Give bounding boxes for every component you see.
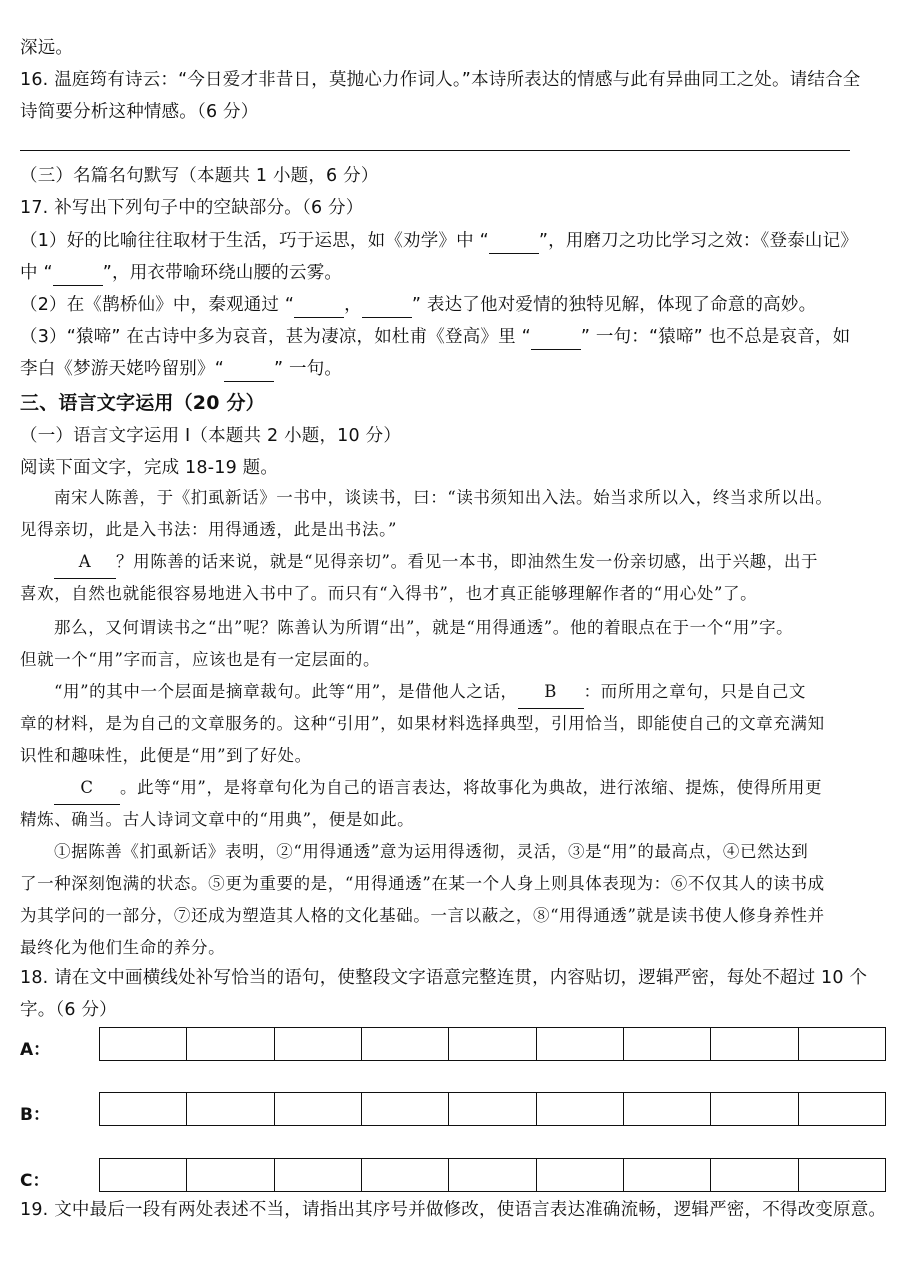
text-segment: （1）好的比喻往往取材于生活，巧于运思，如《劝学》中 “ — [20, 231, 489, 251]
blank-marker: C — [54, 772, 120, 805]
grid-cell[interactable] — [275, 1028, 362, 1060]
question-16-cont: 诗简要分析这种情感。（6 分） — [20, 102, 259, 122]
grid-cell[interactable] — [362, 1028, 449, 1060]
grid-cell[interactable] — [449, 1159, 536, 1191]
grid-cell[interactable] — [624, 1028, 711, 1060]
fill-blank — [294, 293, 344, 318]
grid-cell[interactable] — [362, 1159, 449, 1191]
passage-line: 了一种深刻饱满的状态。⑤更为重要的是，“用得通透”在某一个人身上则具体表现为：⑥不仅其人的读书成 — [20, 874, 825, 893]
passage-line: 见得亲切，此是入书法：用得通透，此是出书法。” — [20, 520, 397, 539]
passage-line: 但就一个“用”字而言，应该也是有一定层面的。 — [20, 650, 381, 669]
question-18-cont: 字。（6 分） — [20, 1000, 117, 1020]
question-17-2 — [20, 293, 816, 318]
passage-line — [20, 546, 882, 579]
grid-cell[interactable] — [275, 1159, 362, 1191]
grid-cell[interactable] — [187, 1093, 274, 1125]
reading-instruction: 阅读下面文字，完成 18-19 题。 — [20, 458, 279, 478]
grid-cell[interactable] — [799, 1028, 885, 1060]
passage-line: 精炼、确当。古人诗词文章中的“用典”，便是如此。 — [20, 810, 415, 829]
question-17: 17. 补写出下列句子中的空缺部分。（6 分） — [20, 198, 364, 218]
grid-cell[interactable] — [799, 1093, 885, 1125]
passage-line: 识性和趣味性，此便是“用”到了好处。 — [20, 746, 312, 765]
text-segment: “用”的其中一个层面是摘章裁句。此等“用”，是借他人之话， — [54, 682, 518, 701]
question-17-1 — [20, 229, 858, 254]
grid-label-a: A： — [20, 1040, 51, 1060]
grid-cell[interactable] — [449, 1028, 536, 1060]
text-line: 深远。 — [20, 38, 74, 58]
passage-line: 南宋人陈善，于《扪虱新话》一书中，谈读书，曰：“读书须知出入法。始当求所以入，终当求所以出。 — [54, 488, 833, 507]
passage-line: ①据陈善《扪虱新话》表明，②“用得通透”意为运用得透彻，灵活，③是“用”的最高点，④已然达到 — [54, 842, 809, 861]
passage-line: 章的材料，是为自己的文章服务的。这种“引用”，如果材料选择典型，引用恰当，即能使自己的文章充满知 — [20, 714, 825, 733]
grid-cell[interactable] — [362, 1093, 449, 1125]
section-heading: （三）名篇名句默写（本题共 1 小题，6 分） — [20, 166, 379, 186]
grid-label-b: B： — [20, 1105, 50, 1125]
grid-cell[interactable] — [187, 1028, 274, 1060]
text-segment: ” 一句：“猿啼” 也不总是哀音，如 — [580, 327, 851, 347]
grid-label-c: C： — [20, 1171, 50, 1191]
passage-line — [20, 676, 882, 709]
answer-grid-c[interactable] — [99, 1158, 886, 1192]
fill-blank — [224, 357, 274, 382]
text-segment: 中 “ — [20, 263, 53, 283]
part-heading: 三、语言文字运用（20 分） — [20, 392, 265, 414]
grid-cell[interactable] — [799, 1159, 885, 1191]
text-segment: ， — [344, 295, 362, 315]
passage-line: 那么，又何谓读书之“出”呢？陈善认为所谓“出”，就是“用得通透”。他的着眼点在于一个“用”字。 — [54, 618, 794, 637]
grid-cell[interactable] — [100, 1159, 187, 1191]
grid-cell[interactable] — [275, 1093, 362, 1125]
text-segment: ” 表达了他对爱情的独特见解，体现了命意的高妙。 — [411, 295, 817, 315]
grid-cell[interactable] — [537, 1159, 624, 1191]
question-18: 18. 请在文中画横线处补写恰当的语句，使整段文字语意完整连贯，内容贴切，逻辑严密，每处不超过 10 个 — [20, 968, 868, 988]
text-segment: ” 一句。 — [273, 359, 343, 379]
grid-cell[interactable] — [100, 1028, 187, 1060]
text-segment: 李白《梦游天姥吟留别》“ — [20, 359, 224, 379]
question-17-1-cont — [20, 261, 342, 286]
passage-line: 为其学问的一部分，⑦还成为塑造其人格的文化基础。一言以蔽之，⑧“用得通透”就是读书使人修身养性并 — [20, 906, 825, 925]
passage-line: 喜欢，自然也就能很容易地进入书中了。而只有“入得书”，也才真正能够理解作者的“用心处”了。 — [20, 584, 758, 603]
text-segment: ？用陈善的话来说，就是“见得亲切”。看见一本书，即油然生发一份亲切感，出于兴趣，出于 — [116, 552, 819, 571]
grid-cell[interactable] — [711, 1159, 798, 1191]
text-segment: ”，用磨刀之功比学习之效：《登泰山记》 — [538, 231, 858, 251]
subsection-heading: （一）语言文字运用 I（本题共 2 小题，10 分） — [20, 426, 402, 446]
answer-grid-a[interactable] — [99, 1027, 886, 1061]
text-segment: （3）“猿啼” 在古诗中多为哀音，甚为凄凉，如杜甫《登高》里 “ — [20, 327, 531, 347]
passage-line — [20, 772, 882, 805]
text-segment: 。此等“用”，是将章句化为自己的语言表达，将故事化为典故，进行浓缩、提炼，使得所用更 — [120, 778, 823, 797]
grid-cell[interactable] — [624, 1159, 711, 1191]
answer-grid-b[interactable] — [99, 1092, 886, 1126]
text-segment: ：而所用之章句，只是自己文 — [583, 682, 806, 701]
grid-cell[interactable] — [100, 1093, 187, 1125]
text-segment: （2）在《鹊桥仙》中，秦观通过 “ — [20, 295, 295, 315]
blank-marker: B — [518, 676, 584, 709]
question-19: 19. 文中最后一段有两处表述不当，请指出其序号并做修改，使语言表达准确流畅，逻辑严密，不得改变原意。 — [20, 1200, 887, 1220]
grid-cell[interactable] — [449, 1093, 536, 1125]
grid-cell[interactable] — [537, 1028, 624, 1060]
grid-cell[interactable] — [537, 1093, 624, 1125]
grid-cell[interactable] — [624, 1093, 711, 1125]
fill-blank — [489, 229, 539, 254]
passage-line: 最终化为他们生命的养分。 — [20, 938, 226, 957]
answer-rule — [20, 150, 850, 151]
question-17-3-cont — [20, 357, 342, 382]
fill-blank — [531, 325, 581, 350]
text-segment: ”，用衣带喻环绕山腰的云雾。 — [102, 263, 343, 283]
fill-blank — [362, 293, 412, 318]
grid-cell[interactable] — [711, 1093, 798, 1125]
grid-cell[interactable] — [711, 1028, 798, 1060]
question-17-3 — [20, 325, 850, 350]
fill-blank — [53, 261, 103, 286]
grid-cell[interactable] — [187, 1159, 274, 1191]
question-16: 16. 温庭筠有诗云：“今日爱才非昔日，莫抛心力作词人。”本诗所表达的情感与此有异曲同工之处。请结合全 — [20, 70, 861, 90]
blank-marker: A — [54, 546, 116, 579]
